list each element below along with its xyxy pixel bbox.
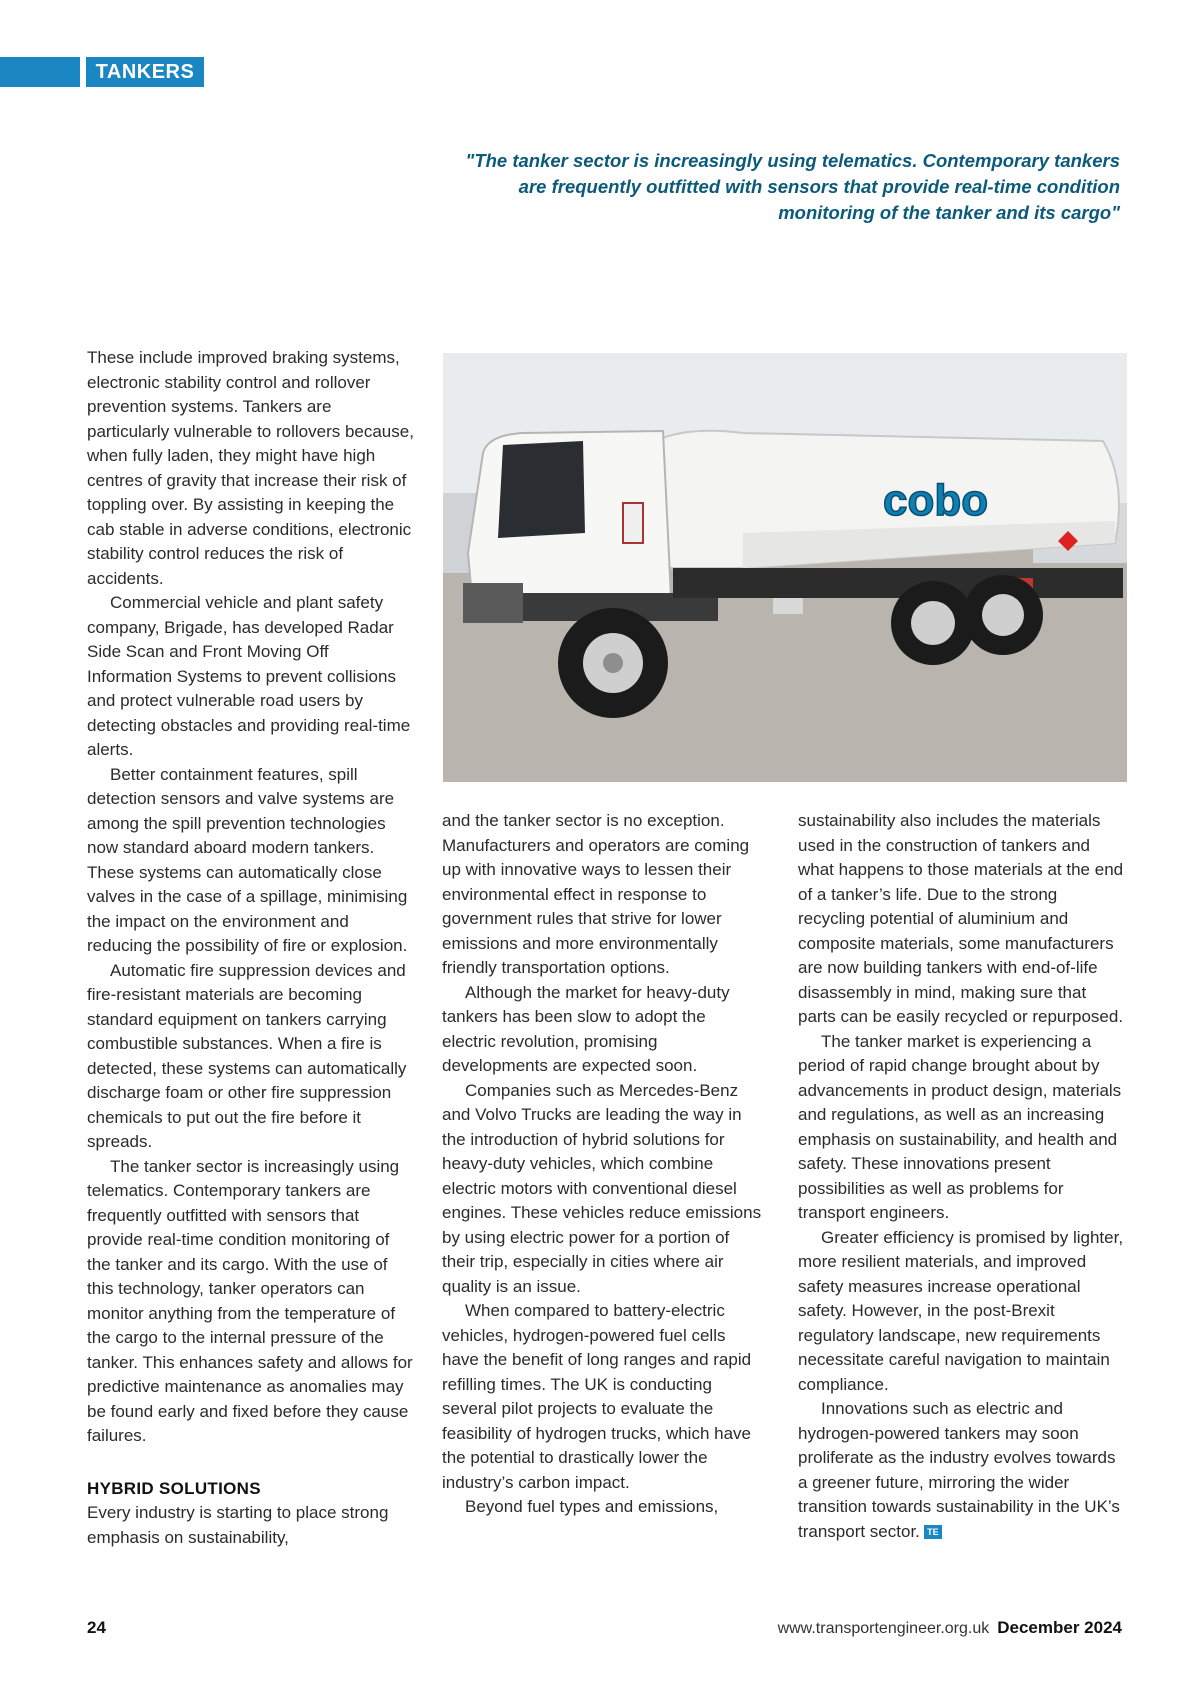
- tanker-brand-logo: cobo: [883, 476, 989, 525]
- column3-final-text: Innovations such as electric and hydrogen-powered tankers may soon proliferate as the industry evolves towards a greener future, mirroring the wider transition towards sustainability in the UK’s transport sector.: [798, 1399, 1120, 1541]
- column1-paragraph: The tanker sector is increasingly using telematics. Contemporary tankers are frequently outfitted with sensors that provide real-time condition monitoring of the tanker and its cargo. With the use of this technology, tanker operators can monitor anything from the temperature of the cargo to the internal pressure of the tanker. This enhances safety and allows for predictive maintenance as anomalies may be found early and fixed before they cause failures.: [87, 1156, 413, 1445]
- column1-paragraph: Automatic fire suppression devices and fire-resistant materials are becoming standard equipment on tankers carrying combustible substances. When a fire is detected, these systems can automatically discharge foam or other fire suppression chemicals to put out the fire before it spreads.: [87, 960, 407, 1151]
- column1-paragraph: Every industry is starting to place strong emphasis on sustainability,: [87, 1503, 389, 1547]
- column2-paragraph: Beyond fuel types and emissions,: [465, 1497, 719, 1516]
- website-url: www.transportengineer.org.uk: [777, 1620, 990, 1637]
- tanker-truck-photo: [443, 353, 1127, 782]
- column1-paragraph: These include improved braking systems, electronic stability control and rollover prevention systems. Tankers are particularly vulnerable to rollovers because, when fully laden, they might have high centres of gravity that increase their risk of toppling over. By assisting in keeping the cab stable in adverse conditions, electronic stability control reduces the risk of accidents.: [87, 348, 414, 588]
- end-mark-icon: TE: [924, 1525, 942, 1539]
- footer-info: [778, 1618, 1122, 1638]
- column3-paragraph: Greater efficiency is promised by lighter, more resilient materials, and improved safety measures increase operational safety. However, in the post-Brexit regulatory landscape, new requirements necessitate careful navigation to maintain compliance.: [798, 1227, 1124, 1394]
- column3-paragraph: [798, 1397, 1128, 1544]
- section-tag: TANKERS: [86, 57, 204, 87]
- issue-date: December 2024: [997, 1618, 1122, 1637]
- pull-quote: "The tanker sector is increasingly using telematics. Contemporary tankers are frequently outfitted with sensors that provide real-time condition monitoring of the tanker and its cargo": [465, 150, 1120, 223]
- subheading-hybrid-solutions: HYBRID SOLUTIONS: [87, 1478, 261, 1498]
- column2-paragraph: Companies such as Mercedes-Benz and Volvo Trucks are leading the way in the introduction of hybrid solutions for heavy-duty vehicles, which combine electric motors with conventional diesel engines. These vehicles reduce emissions by using electric power for a portion of their trip, especially in cities where air quality is an issue.: [442, 1080, 762, 1296]
- section-color-bar: [0, 57, 80, 87]
- column3-paragraph: The tanker market is experiencing a period of rapid change brought about by advancements in product design, materials and regulations, as well as an increasing emphasis on sustainability, and health and safety. These innovations present possibilities as well as problems for transport engineers.: [798, 1031, 1122, 1222]
- page-number: 24: [87, 1618, 106, 1637]
- article-column-2: [442, 809, 762, 1520]
- column2-paragraph: and the tanker sector is no exception. Manufacturers and operators are coming up with innovative ways to lessen their environmental effect in response to government rules that strive for lower emissions and more environmentally friendly transportation options.: [442, 811, 750, 977]
- column2-paragraph: When compared to battery-electric vehicles, hydrogen-powered fuel cells have the benefit of long ranges and rapid refilling times. The UK is conducting several pilot projects to evaluate the feasibility of hydrogen trucks, which have the potential to drastically lower the industry’s carbon impact.: [442, 1301, 752, 1492]
- column3-paragraph: sustainability also includes the materials used in the construction of tankers and what happens to those materials at the end of a tanker’s life. Due to the strong recycling potential of aluminium and composite materials, some manufacturers are now building tankers with end-of-life disassembly in mind, making sure that parts can be easily recycled or repurposed.: [798, 811, 1124, 1026]
- article-column-3: [798, 809, 1128, 1544]
- column2-paragraph: Although the market for heavy-duty tankers has been slow to adopt the electric revolution, promising developments are expected soon.: [442, 982, 730, 1075]
- column1-paragraph: Commercial vehicle and plant safety company, Brigade, has developed Radar Side Scan and Front Moving Off Information Systems to prevent collisions and protect vulnerable road users by detecting obstacles and providing real-time alerts.: [87, 593, 411, 759]
- column1-paragraph: Better containment features, spill detection sensors and valve systems are among the spill prevention technologies now standard aboard modern tankers. These systems can automatically close valves in the case of a spillage, minimising the impact on the environment and reducing the possibility of fire or explosion.: [87, 764, 408, 955]
- article-column-1: [87, 346, 417, 1550]
